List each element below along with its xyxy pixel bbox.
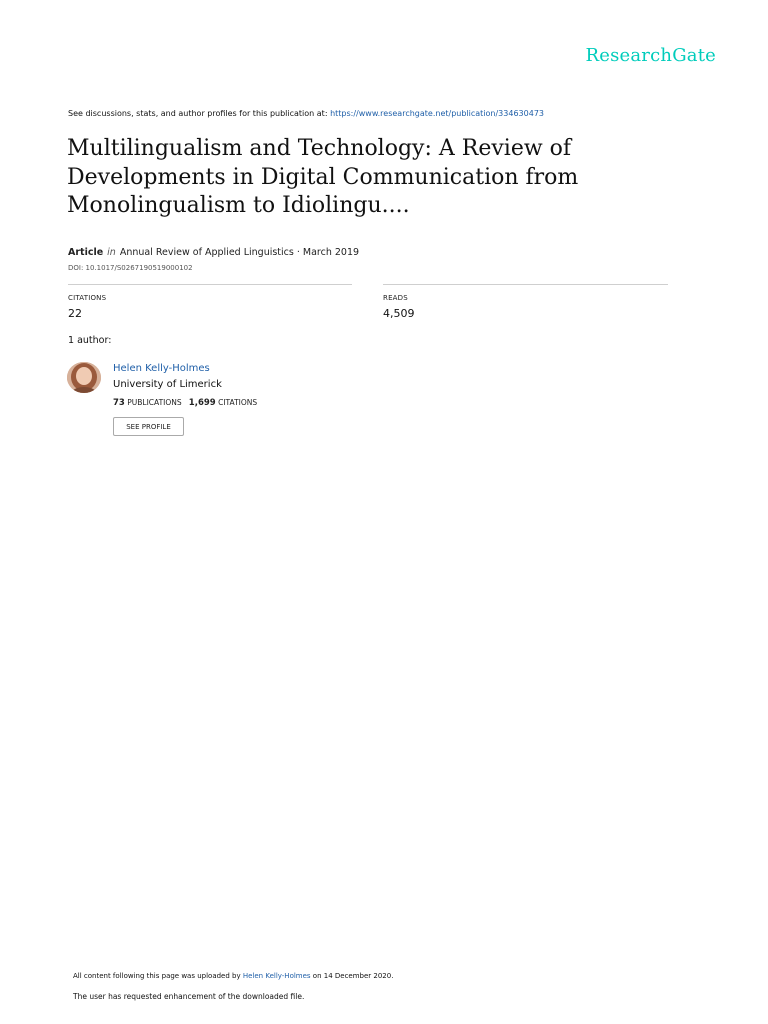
- citations-divider: [68, 284, 352, 285]
- doi: DOI: 10.1017/S0267190519000102: [68, 264, 193, 272]
- publication-link[interactable]: https://www.researchgate.net/publication/334630473: [330, 109, 544, 118]
- upload-note: [73, 972, 393, 980]
- author-citations-label: CITATIONS: [218, 398, 258, 407]
- publications-label: PUBLICATIONS: [127, 398, 182, 407]
- reads-label: READS: [383, 294, 408, 302]
- author-citations-count: 1,699: [188, 398, 216, 408]
- author-affiliation: University of Limerick: [113, 379, 222, 390]
- article-type: Article: [68, 247, 104, 258]
- reads-divider: [383, 284, 668, 285]
- in-label: in: [107, 247, 116, 258]
- avatar-photo: [67, 362, 101, 393]
- enhancement-note: The user has requested enhancement of the downloaded file.: [73, 992, 305, 1001]
- author-counts: [113, 398, 257, 408]
- upload-prefix: All content following this page was uploaded by: [73, 972, 243, 980]
- author-count: 1 author:: [68, 335, 112, 346]
- discussion-line: [68, 109, 544, 118]
- author-name-link[interactable]: Helen Kelly-Holmes: [113, 363, 210, 374]
- article-title: Multilingualism and Technology: A Review of Developments in Digital Communication from Monolingualism to Idiolingu....: [67, 136, 579, 218]
- researchgate-logo[interactable]: ResearchGate: [585, 45, 716, 66]
- uploader-link[interactable]: Helen Kelly-Holmes: [242, 972, 311, 980]
- upload-suffix: on 14 December 2020.: [310, 972, 394, 980]
- citations-label: CITATIONS: [68, 294, 107, 302]
- author-avatar[interactable]: [67, 362, 101, 393]
- citations-value: 22: [68, 307, 82, 320]
- reads-value: 4,509: [383, 307, 415, 320]
- journal-date: Annual Review of Applied Linguistics · March 2019: [119, 247, 360, 258]
- see-profile-button[interactable]: SEE PROFILE: [113, 417, 184, 436]
- article-meta: [68, 247, 359, 258]
- discussion-text: See discussions, stats, and author profiles for this publication at:: [68, 109, 331, 118]
- publications-count: 73: [113, 398, 125, 408]
